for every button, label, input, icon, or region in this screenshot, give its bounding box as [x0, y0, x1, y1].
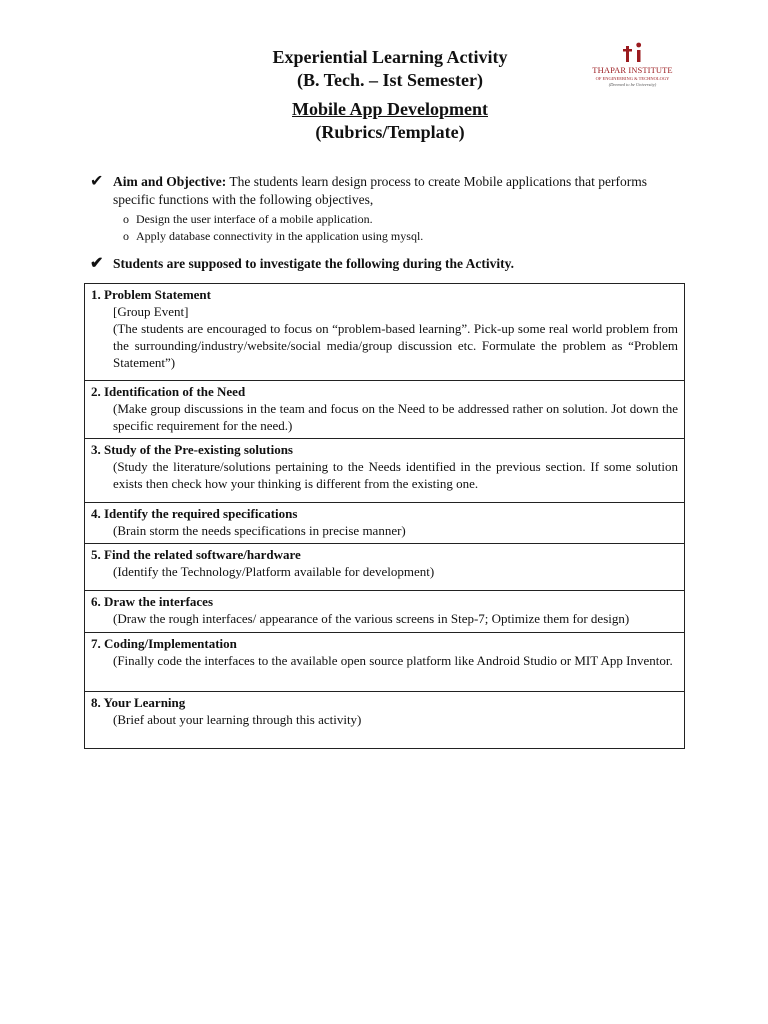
section-title: 8. Your Learning [91, 695, 186, 710]
section-description: (The students are encouraged to focus on “problem-based learning”. Pick-up some real world problem from the surrounding/industry/website/social media/group discussion etc. Formulate the problem as “Problem Statement”) [113, 321, 678, 370]
investigate-heading [90, 255, 680, 273]
section-title: 5. Find the related software/hardware [91, 547, 301, 562]
table-row [85, 632, 684, 691]
circle-bullet-icon: o [123, 229, 129, 243]
table-row [85, 543, 684, 590]
ti-logo-icon [623, 40, 645, 64]
course-title: Mobile App Development [292, 99, 488, 119]
table-row [85, 502, 684, 543]
aim-label: Aim and Objective: [113, 174, 227, 189]
institute-logo [585, 40, 680, 90]
table-row [85, 438, 684, 502]
rubric-table [84, 283, 685, 749]
section-description: (Draw the rough interfaces/ appearance of the various screens in Step-7; Optimize them for design) [113, 611, 630, 626]
section-description: (Identify the Technology/Platform available for development) [113, 564, 435, 579]
section-description: (Make group discussions in the team and focus on the Need to be addressed rather on solution. Jot down the specific requirement for the need.) [113, 401, 678, 433]
list-item [123, 211, 680, 228]
list-item [123, 228, 680, 245]
logo-subtitle: OF ENGINEERING & TECHNOLOGY [595, 76, 670, 81]
template-subtitle: (Rubrics/Template) [315, 122, 465, 142]
semester-line: (B. Tech. – Ist Semester) [297, 70, 483, 90]
aim-paragraph [113, 173, 680, 209]
section-description: (Study the literature/solutions pertaining to the Needs identified in the previous section. If some solution exists then check how your thinking is different from the existing one. [113, 459, 678, 491]
section-title: 7. Coding/Implementation [91, 636, 237, 651]
objective-text: Apply database connectivity in the application using mysql. [136, 229, 424, 243]
checkmark-icon: ✔ [90, 173, 104, 190]
table-row [85, 590, 684, 632]
section-title: 6. Draw the interfaces [91, 594, 214, 609]
circle-bullet-icon: o [123, 212, 129, 226]
investigate-text: Students are supposed to investigate the following during the Activity. [113, 256, 515, 271]
objective-text: Design the user interface of a mobile application. [136, 212, 373, 226]
aim-section [90, 173, 680, 245]
page-title: Experiential Learning Activity [272, 47, 508, 67]
objectives-list [123, 211, 680, 245]
section-title: 2. Identification of the Need [91, 384, 246, 399]
aim-text: The students learn design process to create Mobile applications that performs specific functions with the following objectives, [113, 174, 647, 207]
table-row [85, 691, 684, 748]
logo-name: THAPAR INSTITUTE [592, 65, 673, 75]
table-row [85, 380, 684, 438]
checkmark-icon: ✔ [90, 255, 104, 272]
table-row [85, 284, 684, 380]
section-description: (Finally code the interfaces to the available open source platform like Android Studio or MIT App Inventor. [113, 653, 673, 668]
section-description: (Brief about your learning through this activity) [113, 712, 362, 727]
section-description: (Brain storm the needs specifications in precise manner) [113, 523, 406, 538]
logo-tagline: (Deemed to be University) [608, 82, 657, 87]
section-title: 4. Identify the required specifications [91, 506, 298, 521]
section-title: 3. Study of the Pre-existing solutions [91, 442, 293, 457]
title-block [150, 46, 630, 144]
section-title: 1. Problem Statement [91, 287, 211, 302]
section-note: [Group Event] [113, 304, 189, 319]
